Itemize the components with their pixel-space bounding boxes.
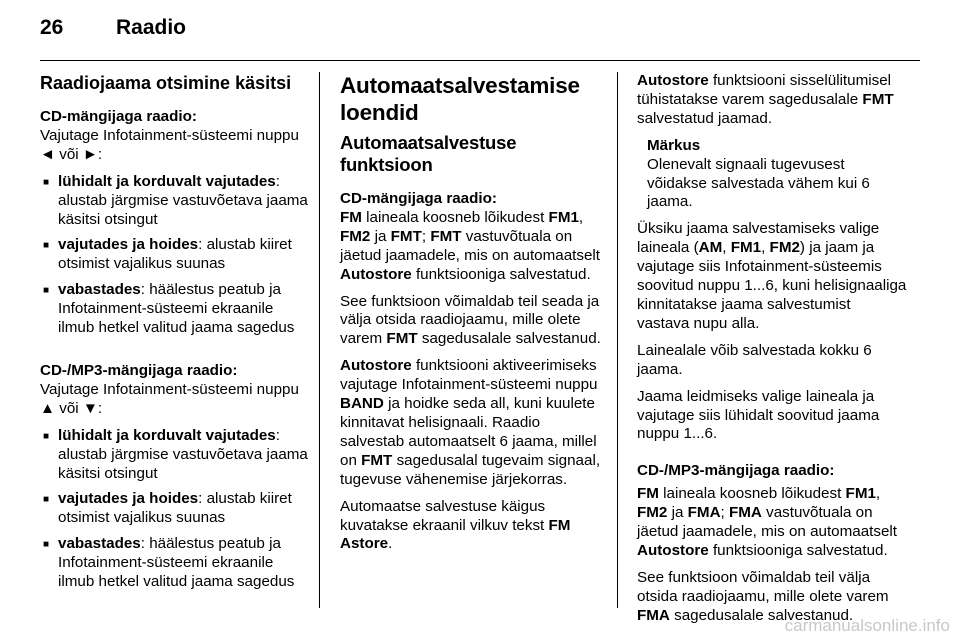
list-item-desc: : alustab kiiret otsimist vajalikus suunas xyxy=(58,236,292,273)
column-2 xyxy=(340,72,608,562)
mp3-radio-list xyxy=(40,427,310,592)
cd-radio-heading: CD-mängijaga raadio: xyxy=(40,108,197,125)
paragraph: FM laineala koosneb lõikudest FM1, FM2 ja FMA; FMA vastuvõtuala on jäetud jaamadele, mis on automaatselt Autostore funktsiooniga salvestatud. xyxy=(637,485,898,559)
section-title-autostore-lists: Automaatsalvestamise loendid xyxy=(340,73,580,125)
list-item-desc: : häälestus peatub ja Infotainment-süsteemi ekraanile ilmub hetkel valitud jaama sagedus xyxy=(58,281,295,337)
list-item-desc: : alustab järgmise vastuvõetava jaama käsitsi otsingut xyxy=(58,172,308,228)
list-item xyxy=(40,236,310,274)
paragraph: Automaatse salvestuse käigus kuvatakse ekraanil vilkuv tekst FM Astore. xyxy=(340,497,571,553)
page-number: 26 xyxy=(40,16,64,39)
column-3 xyxy=(637,72,907,634)
note-text: Olenevalt signaali tugevusest võidakse salvestada vähem kui 6 jaama. xyxy=(647,155,870,211)
column-1 xyxy=(40,72,310,606)
section-title-manual-search: Raadiojaama otsimine käsitsi xyxy=(40,73,292,93)
watermark: carmanualsonline.info xyxy=(784,616,950,635)
cd-radio-intro: Vajutage Infotainment-süsteemi nuppu ◄ või ►: xyxy=(40,126,299,163)
column-divider-2 xyxy=(617,72,618,608)
list-item xyxy=(40,427,310,484)
list-item-term: lühidalt ja korduvalt vajutades xyxy=(58,172,276,190)
list-item-term: lühidalt ja korduvalt vajutades xyxy=(58,426,276,444)
paragraph: See funktsioon võimaldab teil välja otsida raadiojaamu, mille olete varem FMA sagedusalale salvestanud. xyxy=(637,568,889,624)
list-item xyxy=(40,490,310,528)
paragraph: Autostore funktsiooni sisselülitumisel tühistatakse varem sagedusalale FMT salvestatud jaamad. xyxy=(637,72,894,127)
list-item xyxy=(40,281,310,338)
paragraph: FM laineala koosneb lõikudest FM1, FM2 ja FMT; FMT vastuvõtuala on jäetud jaamadele, mis on automaatselt Autostore funktsiooniga salvestatud. xyxy=(340,208,601,283)
list-item xyxy=(40,173,310,230)
paragraph: Üksiku jaama salvestamiseks valige laineala (AM, FM1, FM2) ja jaam ja vajutage siis Infotainment-süsteemis soovitud nuppu 1...6, kuni helisignaaliga kinnitatakse jaama salvestumist vastava nupu alla. xyxy=(637,220,907,332)
cd-radio-heading: CD-mängijaga raadio: xyxy=(340,190,497,207)
list-item-term: vajutades ja hoides xyxy=(58,490,199,508)
column-divider-1 xyxy=(319,72,320,608)
cd-radio-list xyxy=(40,173,310,338)
mp3-radio-heading: CD-/MP3-mängijaga raadio: xyxy=(637,462,835,480)
list-item-term: vabastades xyxy=(58,281,141,299)
note-box xyxy=(647,137,907,213)
paragraph: Autostore funktsiooni aktiveerimiseks vajutage Infotainment-süsteemi nuppu BAND ja hoidke seda all, kuni kuulete kinnitavat helisignaali. Raadio salvestab automaatselt 6 jaama, millel on FMT sagedusalal tugevaim signaal, tugevuse vähenemise järjekorras. xyxy=(340,357,601,488)
paragraph: Jaama leidmiseks valige laineala ja vajutage siis lühidalt soovitud jaama nuppu 1...6. xyxy=(637,387,880,443)
mp3-radio-intro: Vajutage Infotainment-süsteemi nuppu ▲ või ▼: xyxy=(40,380,299,417)
list-item-desc: : alustab järgmise vastuvõetava jaama käsitsi otsingut xyxy=(58,426,308,482)
list-item-desc: : alustab kiiret otsimist vajalikus suunas xyxy=(58,490,292,527)
chapter-title: Raadio xyxy=(116,16,187,39)
header-rule xyxy=(40,60,920,61)
list-item-term: vajutades ja hoides xyxy=(58,236,199,254)
list-item-desc: : häälestus peatub ja Infotainment-süsteemi ekraanile ilmub hetkel valitud jaama sagedus xyxy=(58,535,295,591)
note-title: Märkus xyxy=(647,136,701,154)
subsection-title-autostore: Automaatsalvestuse funktsioon xyxy=(340,132,517,175)
paragraph: Lainealale võib salvestada kokku 6 jaama. xyxy=(637,341,872,378)
paragraph: See funktsioon võimaldab teil seada ja välja otsida raadiojaamu, mille olete varem FMT sagedusalale salvestanud. xyxy=(340,292,601,348)
list-item-term: vabastades xyxy=(58,535,141,553)
mp3-radio-heading: CD-/MP3-mängijaga raadio: xyxy=(40,361,238,379)
list-item xyxy=(40,535,310,592)
